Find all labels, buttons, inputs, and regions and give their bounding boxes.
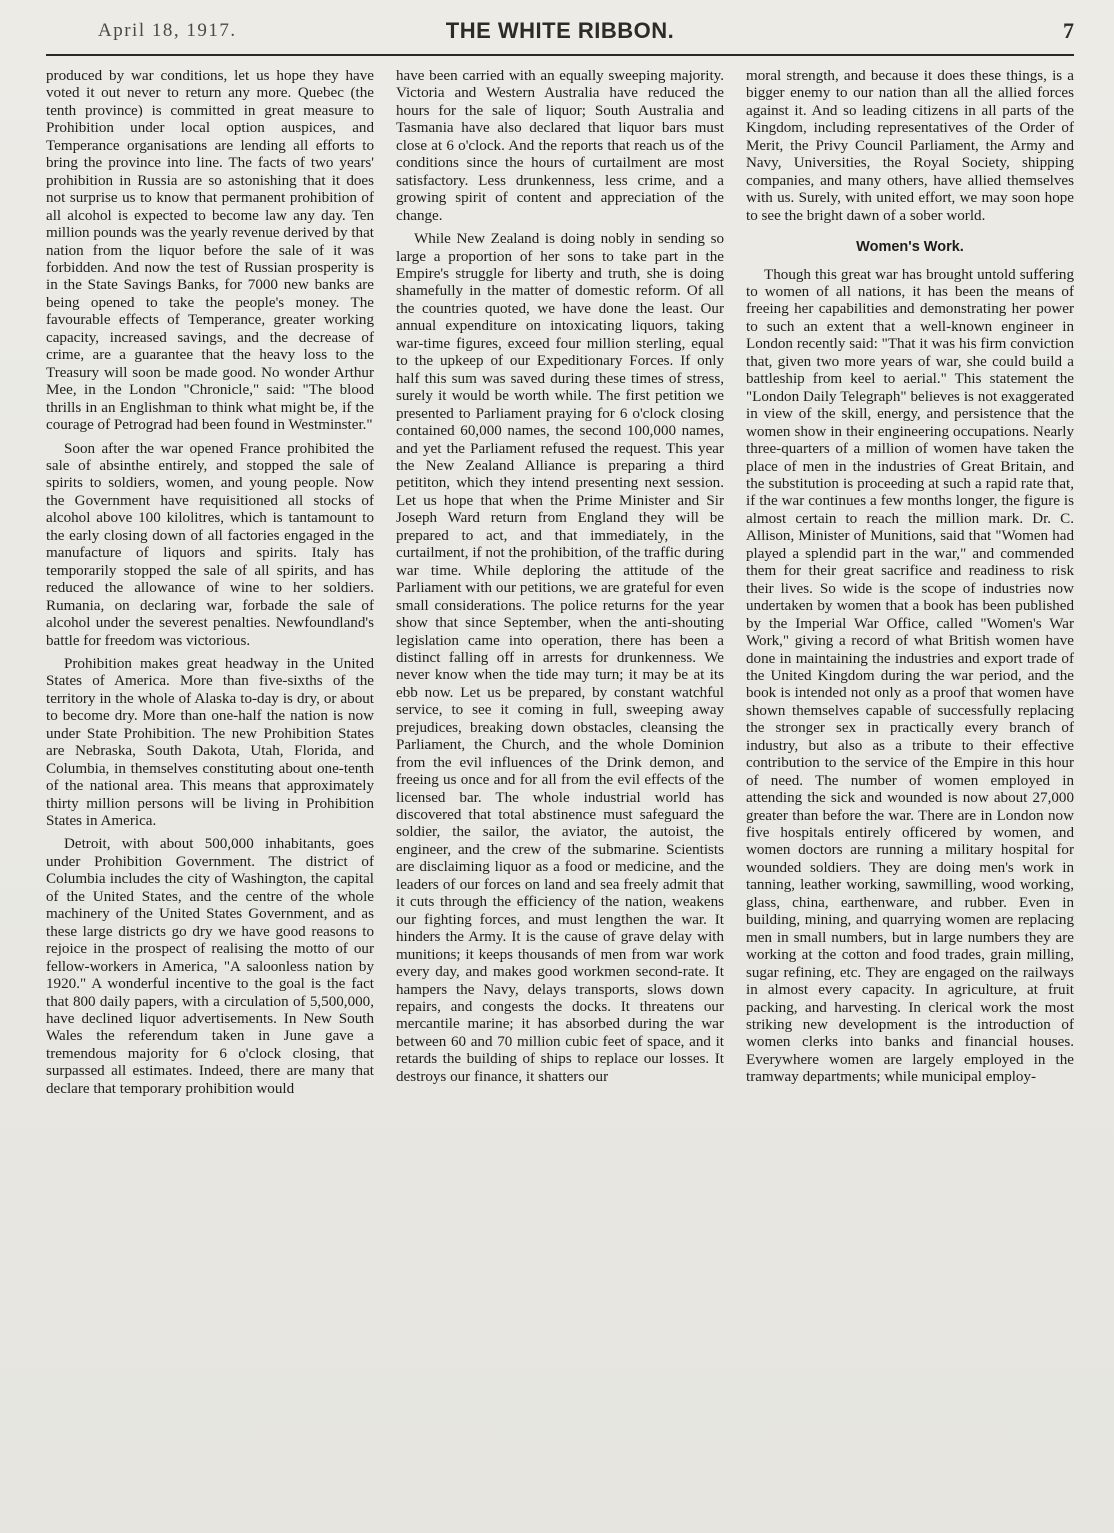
paragraph: have been carried with an equally sweeping majority. Victoria and Western Australia have reduced the hours for the sale of liquor; South Australia and Tasmania have also declared that liquor bars must close at 6 o'clock. And the reports that reach us of the conditions since the hours of curtailment are most satisfactory. Less drunkenness, less crime, and a growing spirit of content and appreciation of the change.	[396, 68, 724, 224]
masthead	[46, 18, 1074, 56]
paragraph: Prohibition makes great headway in the United States of America. More than five-sixths of the territory in the whole of Alaska to-day is dry, or about to become dry. More than one-half the nation is now under State Prohibition. The new Prohibition States are Nebraska, South Dakota, Utah, Florida, and Columbia, in themselves constituting about one-tenth of the national area. This means that approximately thirty million persons will be living in Prohibition States in America.	[46, 655, 374, 830]
paragraph: Soon after the war opened France prohibited the sale of absinthe entirely, and stopped the sale of spirits to soldiers, women, and young people. Now the Government have requisitioned all stocks of alcohol above 100 kilolitres, which is tantamount to the early closing down of all factories engaged in the manufacture of liquors and spirits. Italy has temporarily stopped the sale of all spirits, and has reduced the allowance of wine to her soldiers. Rumania, on declaring war, forbade the sale of alcohol under the severest penalties. Newfoundland's battle for freedom was victorious.	[46, 440, 374, 649]
column-2	[396, 68, 724, 1098]
column-3	[746, 68, 1074, 1098]
section-heading-womens-work: Women's Work.	[856, 239, 964, 256]
paragraph: While New Zealand is doing nobly in sending so large a proportion of her sons to take part in the Empire's struggle for liberty and truth, she is doing shamefully in the matter of domestic reform. Of all the countries quoted, we have done the least. Our annual expenditure on intoxicating liquors, taking war-time figures, exceed four million sterling, equal to the upkeep of our Expeditionary Forces. If only half this sum was saved during these times of stress, surely it would be worth while. The first petition we presented to Parliament praying for 6 o'clock closing contained 60,000 names, the second 100,000 names, and yet the Parliament refused the request. This year the New Zealand Alliance is preparing a third petititon, which they intend presenting next session. Let us hope that when the Prime Minister and Sir Joseph Ward return from England they will be prepared to act, and that immediately, in the curtailment, if not the prohibition, of the traffic during war time. While deploring the attitude of the Parliament with our petitions, we are grateful for even small considerations. The police returns for the year show that since September, when the anti-shouting legislation came into operation, there has been a distinct falling off in arrests for drunkenness. We never know when the tide may turn; it may be at its ebb now. Let us be prepared, by constant watchful service, to see it coming in full, sweeping away prejudices, breaking down obstacles, cleansing the Parliament, the Church, and the whole Dominion from the evil influences of the Drink demon, and freeing us once and for all from the evil effects of the licensed bar. The whole industrial world has discovered that total abstinence must safeguard the soldier, the sailor, the aviator, the autoist, the engineer, and the crew of the submarine. Scientists are disclaiming liquor as a food or medicine, and the leaders of our forces on land and sea freely admit that it cuts through the efficiency of the nation, weakens our fighting forces, and must lengthen the war. It hinders the Army. It is the cause of grave delay with munitions; it keeps thousands of men from war work every day, and makes good workmen second-rate. It hampers the Navy, delays transports, slows down repairs, and congests the docks. It threatens our mercantile marine; it has absorbed during the war between 60 and 70 million cubic feet of space, and it retards the building of ships to replace our losses. It destroys our finance, it shatters our	[396, 231, 724, 1085]
paragraph: Though this great war has brought untold suffering to women of all nations, it has been the means of freeing her capabilities and demonstrating her power to such an extent that a well-known engineer in London recently said: "That it was his firm conviction that, given two more years of war, she could build a battleship from keel to aerial." This statement the "London Daily Telegraph" believes is not exaggerated in view of the skill, energy, and persistence that the women show in their engineering occupations. Nearly three-quarters of a million of women have taken the place of men in the industries of Great Britain, and the substitution is proceeding at such a rapid rate that, if the war continues a few months longer, the figure is almost certain to reach the million mark. Dr. C. Allison, Minister of Munitions, said that "Women had played a splendid part in the war," and commended them for their great sacrifice and readiness to risk their lives. So wide is the scope of industries now undertaken by women that a book has been published by the Imperial War Office, called "Women's War Work," giving a record of what British women have done in maintaining the industries and export trade of the United Kingdom during the war period, and the book is intended not only as a proof that women have shown themselves capable of successfully replacing the stronger sex in practically every branch of industry, but also as a tribute to their effective contribution to the service of the Empire in this hour of need. The number of women employed in attending the sick and wounded is now about 27,000 greater than before the war. There are in London now five hospitals entirely officered by women, and women doctors are running a military hospital for wounded soldiers. They are doing men's work in tanning, leather working, sawmilling, wood working, glass, china, earthenware, and rubber. Even in building, mining, and quarrying women are replacing men in small numbers, but in large numbers they are working at the cotton and food trades, grain milling, sugar refining, etc. They are engaged on the railways in almost every capacity. In agriculture, at fruit packing, and harvesting. In clerical work the most striking new development is the introduction of women clerks into banks and financial houses. Everywhere women are largely employed in the tramway departments; while municipal employ-	[746, 266, 1074, 1086]
article-columns	[46, 68, 1074, 1098]
column-1	[46, 68, 374, 1098]
paragraph: Detroit, with about 500,000 inhabitants, goes under Prohibition Government. The district of Columbia includes the city of Washington, the capital of the United States, and the centre of the whole machinery of the United States Government, and as these large districts go dry we have good reasons to rejoice in the prospect of realising the motto of our fellow-workers in America, "A saloonless nation by 1920." A wonderful incentive to the goal is the fact that 800 daily papers, with a circulation of 5,500,000, have declined liquor advertisements. In New South Wales the referendum taken in June gave a tremendous majority for 6 o'clock closing, that surpassed all estimates. Indeed, there are many that declare that temporary prohibition would	[46, 836, 374, 1097]
issue-date: April 18, 1917.	[98, 20, 237, 41]
publication-title: THE WHITE RIBBON.	[445, 18, 675, 43]
paragraph: produced by war conditions, let us hope they have voted it out never to return any more. Quebec (the tenth province) is committed in great measure to Prohibition under local option auspices, and Temperance organisations are lending all efforts to bring the province into line. The facts of two years' prohibition in Russia are so astonishing that it does not surprise us to know that permanent prohibition of all alcohol is expected to become law any day. Ten million pounds was the yearly revenue derived by that nation from the liquor before the sale of it was forbidden. And now the test of Russian prosperity is in the State Savings Banks, for 7000 new banks are being opened to take the people's money. The favourable effects of Temperance, greater working capacity, increased savings, and the decrease of crime, are a guarantee that the heavy loss to the Treasury will soon be made good. No wonder Arthur Mee, in the London "Chronicle," said: "The blood thrills in an Englishman to think what might be, if the courage of Petrograd had been found in Westminster."	[46, 68, 374, 434]
paragraph: moral strength, and because it does these things, is a bigger enemy to our nation than all the allied forces against it. And so leading citizens in all parts of the Kingdom, including representatives of the Order of Merit, the Privy Council Parliament, the Army and Navy, Universities, the Royal Society, shipping companies, and many others, have allied themselves with us. Surely, with united effort, we may soon hope to see the bright dawn of a sober world.	[746, 68, 1074, 224]
page-number: 7	[1063, 18, 1074, 43]
